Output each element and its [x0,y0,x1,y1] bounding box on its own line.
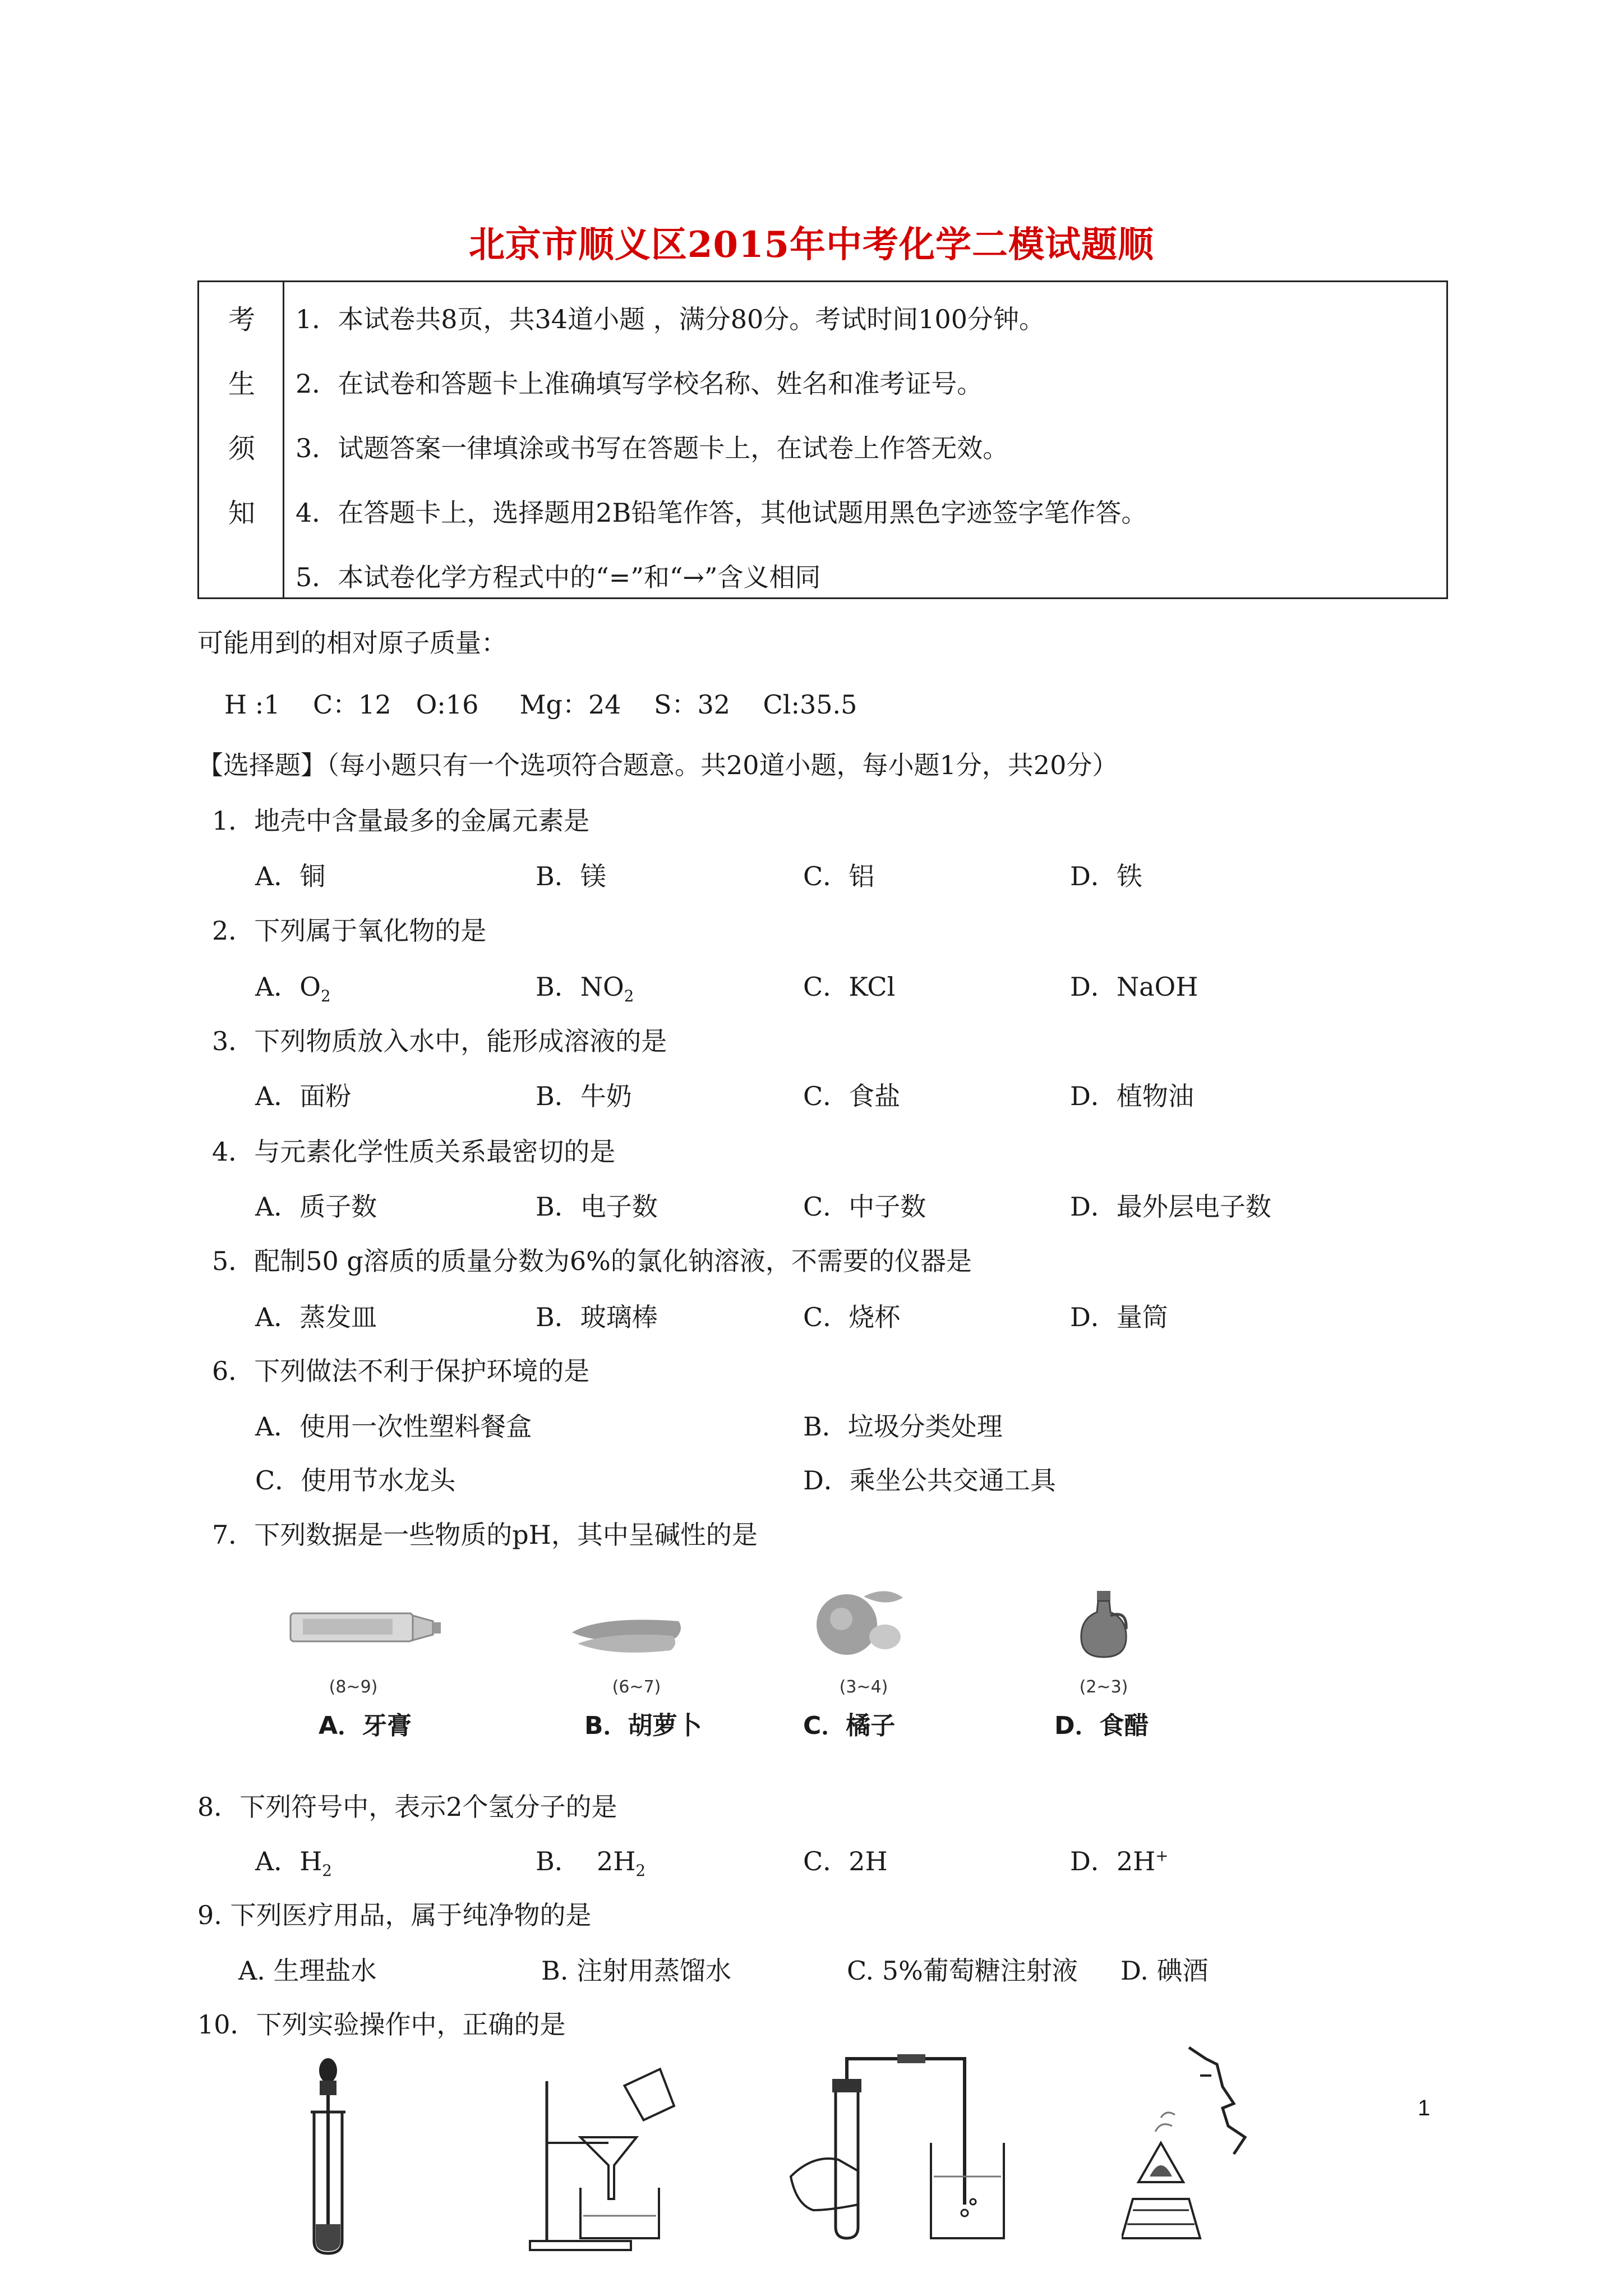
option-c: C．烧杯 [803,1302,901,1332]
option-c: C．KCl [803,972,896,1002]
question-stem: 6．下列做法不利于保护环境的是 [212,1356,590,1386]
side-char: 生 [228,369,255,400]
option-b: B．玻璃棒 [536,1302,658,1332]
question-stem: 9. 下列医疗用品，属于纯净物的是 [197,1900,592,1930]
picture-label: C．橘子 [803,1711,896,1740]
option-b: B．$NO_2$ [536,972,634,1006]
option-d: D．量筒 [1070,1302,1168,1332]
side-char: 知 [228,498,255,529]
notice-item: 2．在试卷和答题卡上准确填写学校名称、姓名和准考证号。 [296,369,983,399]
option-a: A．使用一次性塑料餐盒 [255,1411,532,1442]
option-c: C．中子数 [803,1191,926,1222]
option-c: C．食盐 [803,1081,901,1111]
option-d: D．最外层电子数 [1070,1191,1271,1222]
option-c: C．使用节水龙头 [255,1465,456,1496]
question-stem: 3．下列物质放入水中，能形成溶液的是 [212,1026,667,1056]
option-c: C．2H [803,1846,888,1876]
question-stem: 1．地壳中含量最多的金属元素是 [212,806,590,836]
option-a: A．蒸发皿 [255,1302,377,1332]
option-a: A．面粉 [255,1081,352,1111]
question-stem: 10．下列实验操作中，正确的是 [197,2009,566,2040]
option-b: B． $2H_2$ [536,1846,645,1880]
option-b: B. 注射用蒸馏水 [541,1955,732,1986]
atomic-mass-heading: 可能用到的相对原子质量： [197,628,507,658]
option-a: A．$O_2$ [255,972,331,1006]
notice-side-label [199,282,284,597]
smelling-gas-picture [1122,2042,1273,2255]
question-stem: 5．配制50 g溶质的质量分数为6%的氯化钠溶液，不需要的仪器是 [212,1246,972,1276]
side-char: 考 [228,304,255,335]
notice-item: 4．在答题卡上，选择题用2B铅笔作答，其他试题用黑色字迹签字笔作答。 [296,498,1147,528]
notice-item: 3．试题答案一律填涂或书写在答题卡上，在试卷上作答无效。 [296,433,1009,463]
ph-range: (6~7) [612,1677,661,1697]
page-title: 北京市顺义区2015年中考化学二模试题顺 [468,224,1155,266]
option-d: D．植物油 [1070,1081,1194,1111]
toothpaste-picture [286,1603,443,1654]
picture-label: A．牙膏 [319,1711,412,1740]
ph-range: (8~9) [329,1677,378,1697]
exam-notice-table [197,280,1448,599]
page-number: 1 [1418,2096,1431,2120]
question-stem: 4．与元素化学性质关系最密切的是 [212,1137,616,1167]
atomic-mass-values: H :1 C：12 O:16 Mg：24 S：32 Cl:35.5 [224,689,857,720]
picture-label: B．胡萝卜 [584,1711,702,1740]
notice-item: 1．本试卷共8页，共34道小题 ，满分80分。考试时间100分钟。 [296,304,1045,334]
question-stem: 7．下列数据是一些物质的pH，其中呈碱性的是 [212,1520,758,1550]
option-a: A. 生理盐水 [238,1955,377,1986]
option-c: C．铝 [803,861,875,891]
option-d: D．2H+ [1070,1846,1169,1876]
ph-range: (2~3) [1079,1677,1128,1697]
gas-tightness-check-picture [780,2042,1015,2255]
question-stem: 2．下列属于氧化物的是 [212,915,487,946]
vinegar-bottle-picture [1076,1588,1132,1660]
option-d: D．乘坐公共交通工具 [803,1465,1056,1496]
ph-range: (3~4) [839,1677,888,1697]
option-b: B．牛奶 [536,1081,632,1111]
picture-label: D．食醋 [1054,1711,1149,1740]
option-a: A．铜 [255,861,326,891]
option-a: A．$H_2$ [255,1846,332,1880]
option-b: B．电子数 [536,1191,658,1222]
option-d: D. 碘酒 [1121,1955,1209,1986]
option-a: A．质子数 [255,1191,377,1222]
option-b: B．垃圾分类处理 [803,1411,1003,1442]
option-d: D．铁 [1070,861,1142,891]
section-heading: 【选择题】（每小题只有一个选项符合题意。共20道小题，每小题1分，共20分） [197,750,1118,780]
side-char: 须 [228,433,255,464]
orange-picture [802,1585,909,1658]
option-c: C. 5%葡萄糖注射液 [847,1955,1078,1986]
question-stem: 8．下列符号中，表示2个氢分子的是 [197,1792,617,1822]
notice-item: 5．本试卷化学方程式中的“=”和“→”含义相同 [296,562,821,592]
filtration-setup-picture [524,2059,693,2255]
dropper-test-tube-picture [303,2056,353,2258]
carrot-picture [566,1599,690,1660]
option-b: B．镁 [536,861,606,891]
option-d: D．NaOH [1070,972,1198,1002]
